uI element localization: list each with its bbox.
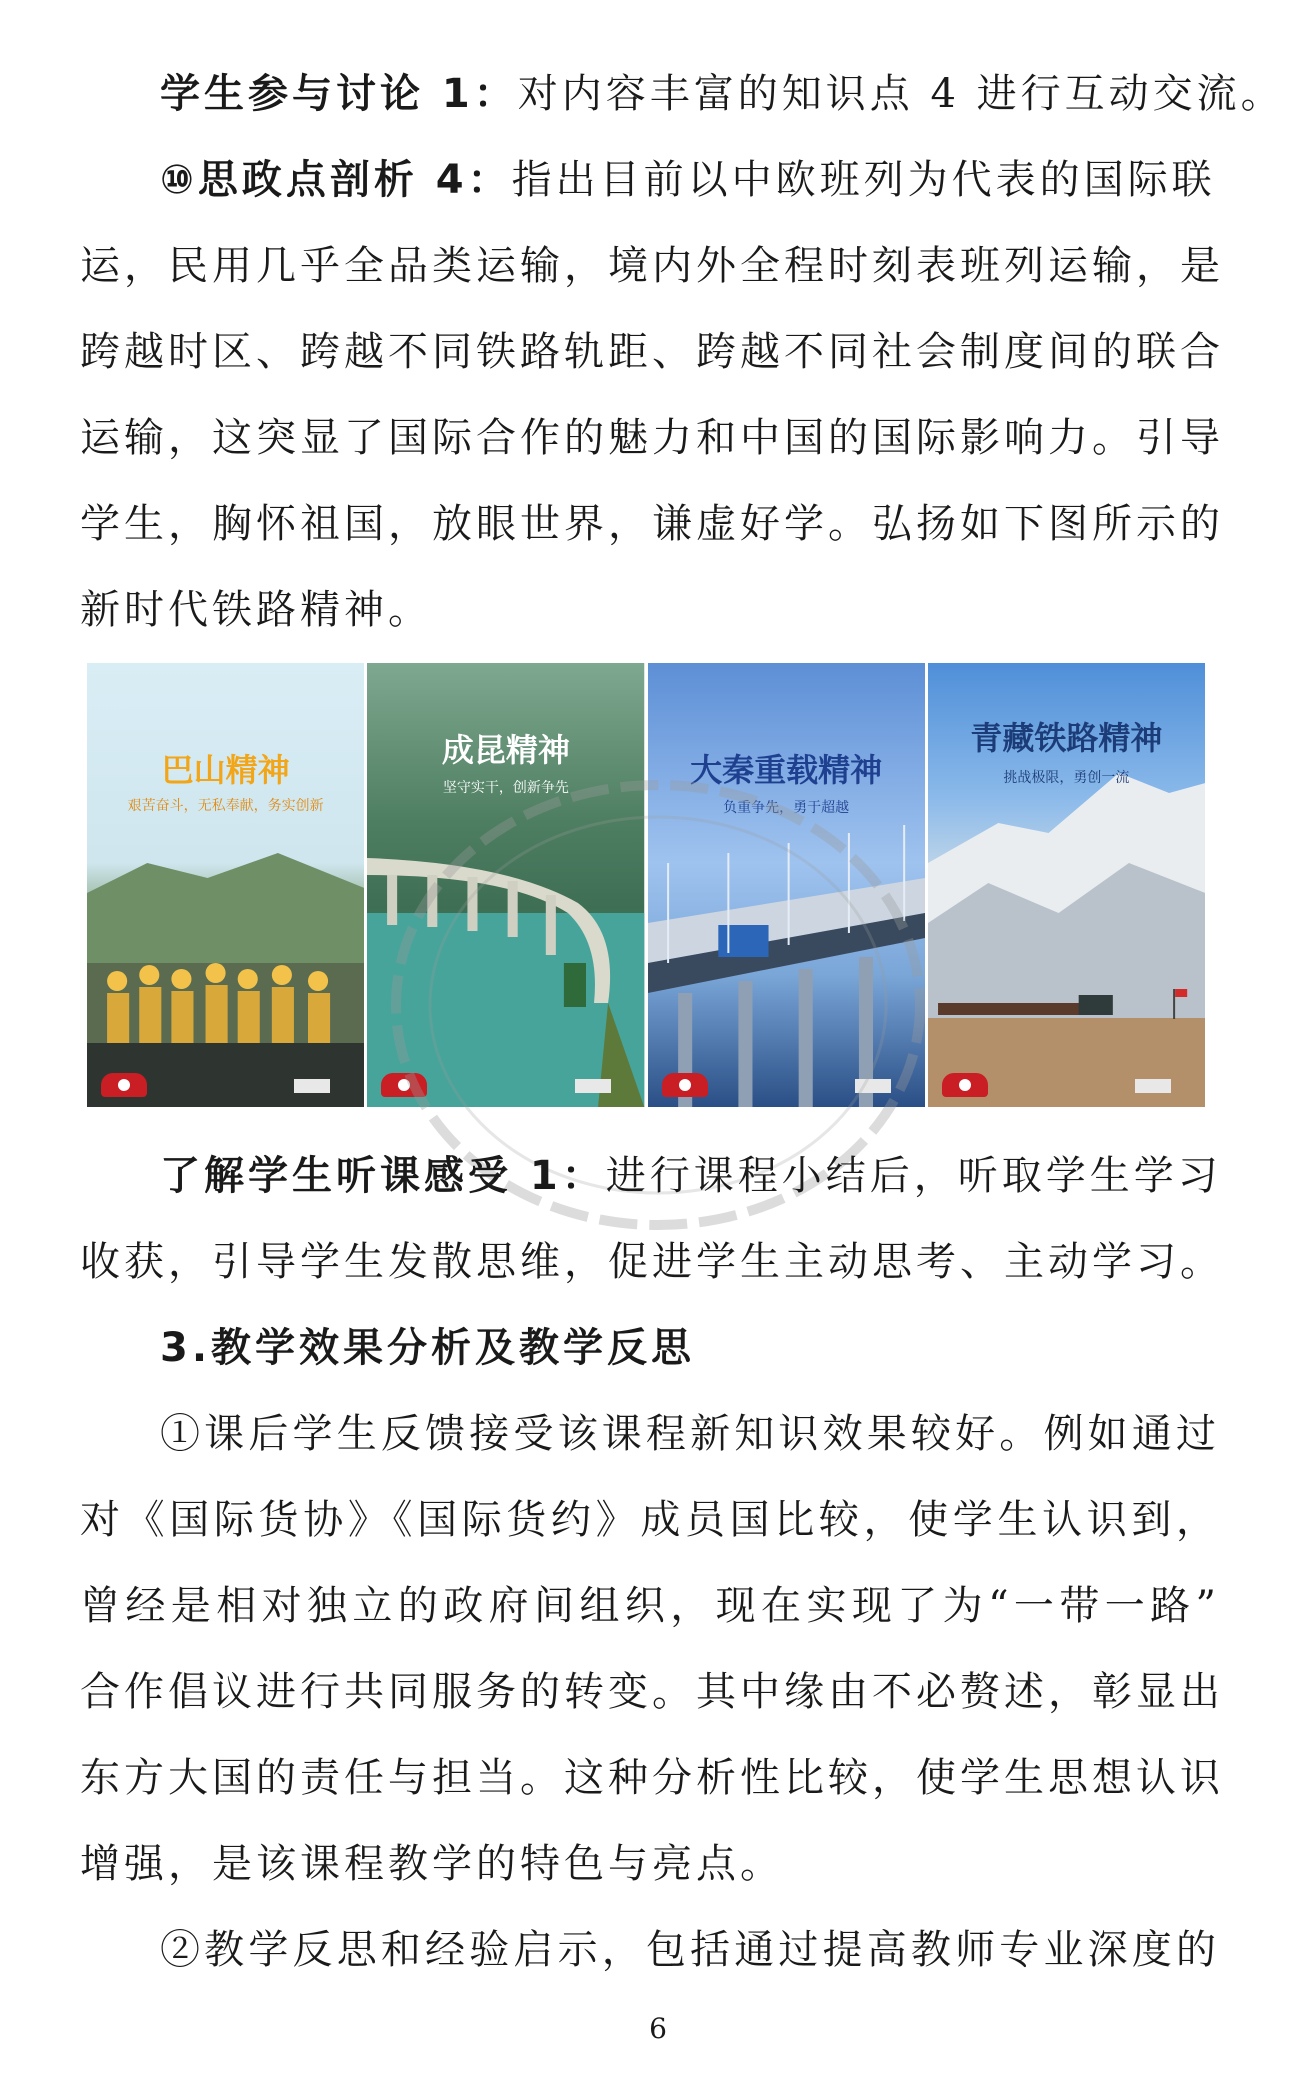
line-text: 进行课程小结后，听取学生学习 bbox=[605, 1153, 1222, 1199]
poster-subtitle: 坚守实干，创新争先 bbox=[442, 780, 569, 796]
publisher-logo bbox=[855, 1079, 891, 1093]
poster-subtitle: 艰苦奋斗，无私奉献，务实创新 bbox=[127, 798, 324, 814]
poster-subtitle: 挑战极限，勇创一流 bbox=[1003, 770, 1130, 786]
poster-title: 青藏铁路精神 bbox=[970, 719, 1163, 757]
paragraph-line: 对《国际货协》《国际货约》成员国比较，使学生认识到， bbox=[80, 1497, 1220, 1543]
publisher-logo bbox=[1135, 1079, 1171, 1093]
poster-qinghai-tibet bbox=[928, 663, 1205, 1107]
railway-spirit-posters bbox=[87, 663, 1205, 1107]
ideology-label: ⑩思政点剖析 4： bbox=[160, 157, 512, 203]
feedback-label: 了解学生听课感受 1： bbox=[160, 1153, 606, 1199]
poster-daqin bbox=[648, 663, 925, 1107]
railway-logo-icon bbox=[662, 1073, 708, 1097]
line-text: 对内容丰富的知识点 4 进行互动交流。 bbox=[517, 71, 1285, 117]
paragraph-line: 运，民用几乎全品类运输，境内外全程时刻表班列运输，是 bbox=[80, 243, 1224, 289]
paragraph-line: 合作倡议进行共同服务的转变。其中缘由不必赘述，彰显出 bbox=[80, 1669, 1224, 1715]
railway-logo-icon bbox=[101, 1073, 147, 1097]
paragraph-line: 曾经是相对独立的政府间组织，现在实现了为“一带一路” bbox=[80, 1583, 1220, 1629]
paragraph-line: 收获，引导学生发散思维，促进学生主动思考、主动学习。 bbox=[80, 1239, 1224, 1285]
poster-bashan-image bbox=[87, 663, 364, 1107]
paragraph-line: 新时代铁路精神。 bbox=[80, 587, 432, 633]
publisher-logo bbox=[575, 1079, 611, 1093]
paragraph-line: 东方大国的责任与担当。这种分析性比较，使学生思想认识 bbox=[80, 1755, 1224, 1801]
poster-daqin-image bbox=[648, 663, 925, 1107]
poster-title: 成昆精神 bbox=[441, 731, 570, 769]
paragraph-line bbox=[160, 152, 1220, 212]
paragraph-line: 运输，这突显了国际合作的魅力和中国的国际影响力。引导 bbox=[80, 415, 1224, 461]
paragraph-line: 跨越时区、跨越不同铁路轨距、跨越不同社会制度间的联合 bbox=[80, 329, 1224, 375]
poster-subtitle: 负重争先，勇于超越 bbox=[723, 800, 850, 816]
poster-title: 大秦重载精神 bbox=[690, 751, 883, 789]
paragraph-line: ②教学反思和经验启示，包括通过提高教师专业深度的 bbox=[160, 1927, 1220, 1973]
paragraph-line: 增强，是该课程教学的特色与亮点。 bbox=[80, 1841, 784, 1887]
page-number: 6 bbox=[649, 2012, 667, 2045]
line-text: 指出目前以中欧班列为代表的国际联 bbox=[511, 157, 1216, 203]
section-heading: 3.教学效果分析及教学反思 bbox=[160, 1325, 696, 1371]
paragraph-line bbox=[160, 1148, 1220, 1208]
railway-logo-icon bbox=[381, 1073, 427, 1097]
poster-title: 巴山精神 bbox=[161, 751, 290, 789]
railway-logo-icon bbox=[942, 1073, 988, 1097]
paragraph-line bbox=[160, 66, 1285, 126]
poster-chengkun bbox=[367, 663, 644, 1107]
publisher-logo bbox=[294, 1079, 330, 1093]
discussion-label: 学生参与讨论 1： bbox=[160, 71, 518, 117]
paragraph-line: 学生，胸怀祖国，放眼世界，谦虚好学。弘扬如下图所示的 bbox=[80, 501, 1224, 547]
poster-bashan bbox=[87, 663, 364, 1107]
paragraph-line: ①课后学生反馈接受该课程新知识效果较好。例如通过 bbox=[160, 1411, 1220, 1457]
